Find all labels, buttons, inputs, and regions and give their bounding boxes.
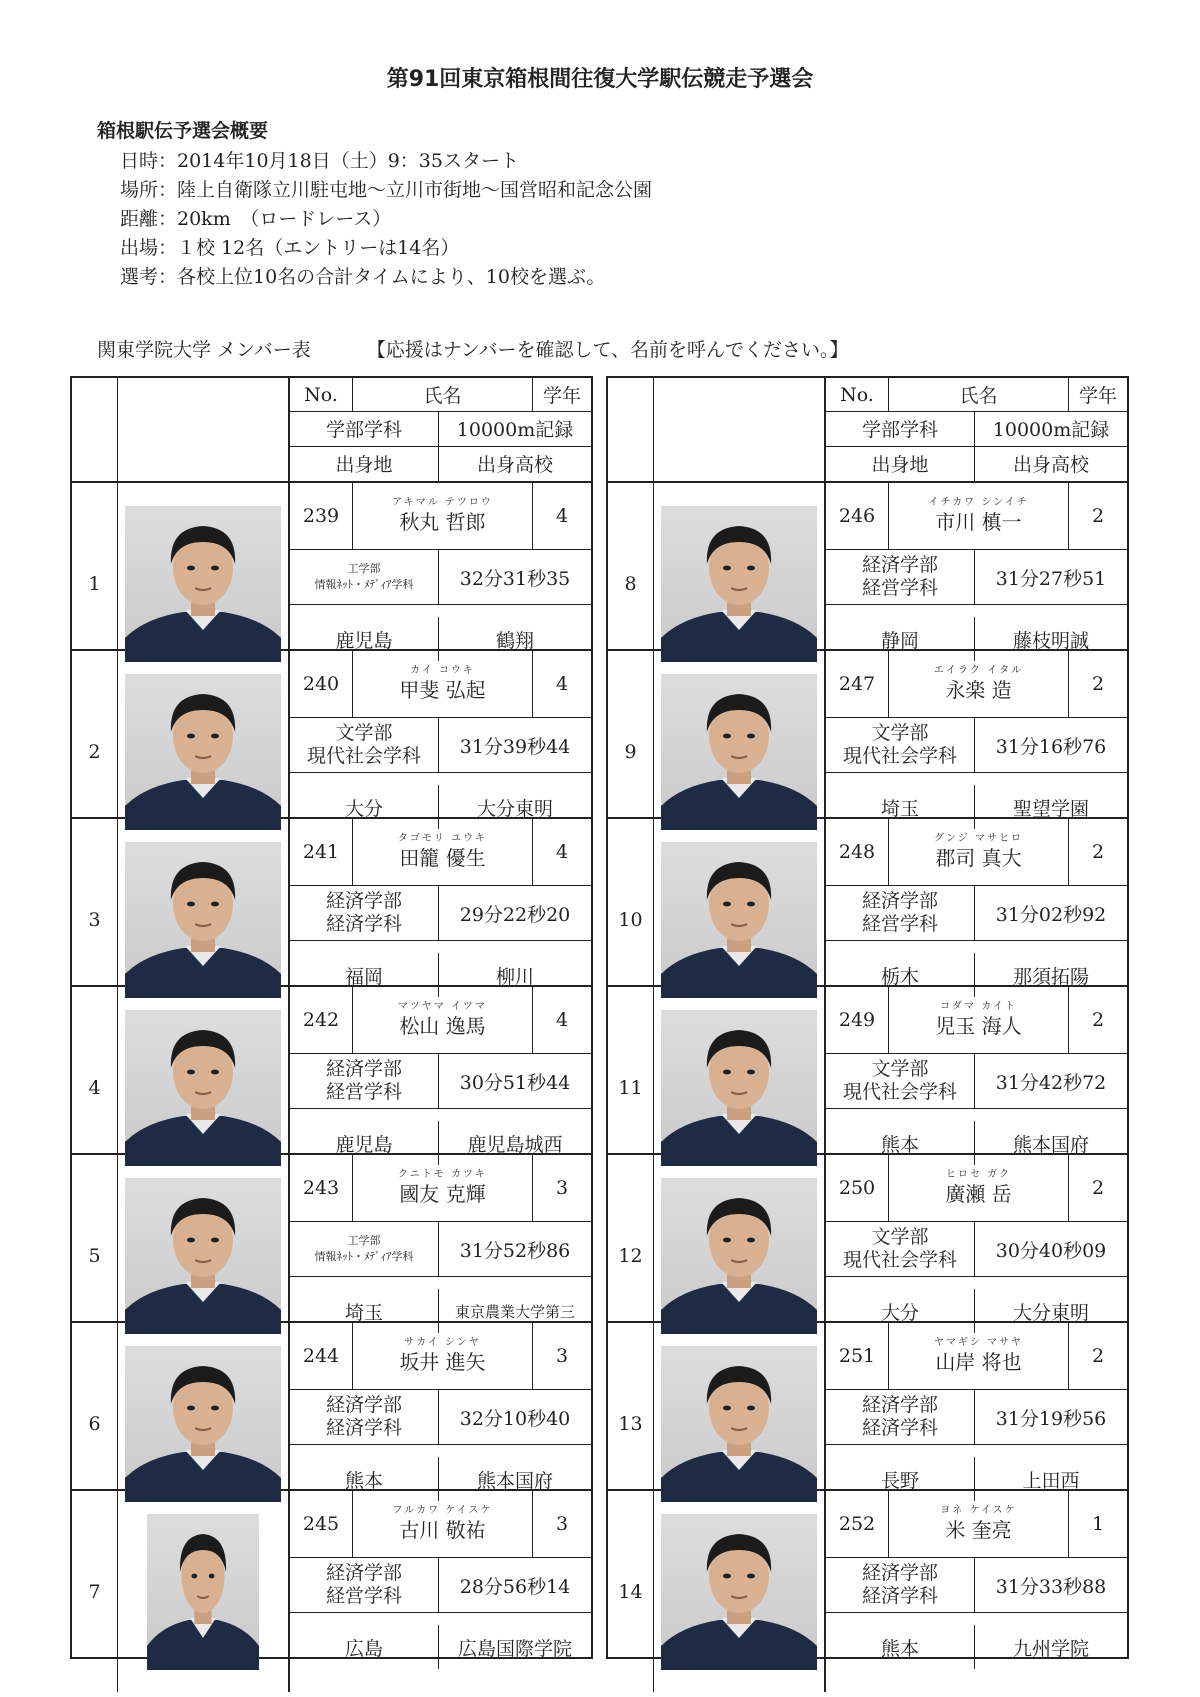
runner-highschool: 九州学院: [974, 1625, 1127, 1669]
portrait-icon: [125, 1178, 281, 1334]
runner-hometown: 熊本: [344, 1469, 383, 1492]
runner-row: [72, 1323, 591, 1491]
runner-dept: [826, 1390, 974, 1444]
member-note: 【応援はナンバーを確認して、名前を呼んでください。】: [366, 339, 849, 361]
table-header: [72, 378, 591, 483]
runner-grade: 3: [532, 1155, 591, 1221]
header-no: No.: [840, 383, 874, 406]
runner-dept: [826, 1222, 974, 1276]
table-header: [608, 378, 1127, 483]
runner-photo: [661, 1514, 817, 1670]
runner-index: 7: [72, 1491, 118, 1692]
runner-grade: 2: [1068, 483, 1127, 549]
runner-department: 現代社会学科: [306, 745, 421, 767]
runner-name-cell: [888, 1491, 1068, 1557]
header-dept: 学部学科: [325, 419, 402, 442]
runner-number: 241: [302, 841, 340, 863]
runner-photo-cell: [118, 1155, 290, 1356]
runner-faculty: 経済学部: [861, 554, 938, 576]
runner-record: 32分31秒35: [438, 550, 591, 604]
runner-record: 31分52秒86: [438, 1222, 591, 1276]
runner-index: 6: [72, 1323, 118, 1524]
runner-highschool: 大分東明: [974, 1289, 1127, 1333]
runner-photo-cell: [654, 651, 826, 852]
portrait-icon: [661, 1514, 817, 1670]
portrait-icon: [125, 674, 281, 830]
runner-dept: [826, 1054, 974, 1108]
header-name: 氏名: [352, 378, 532, 411]
header-grade: 学年: [1068, 378, 1127, 411]
runner-row: [608, 987, 1127, 1155]
runner-department: 情報ﾈｯﾄ・ﾒﾃﾞｨｱ学科: [314, 578, 414, 591]
runner-name-cell: [352, 483, 532, 549]
roster-table-left: [70, 376, 593, 1659]
runner-grade: 2: [1068, 1323, 1127, 1389]
runner-department: 経済学科: [325, 1417, 402, 1439]
runner-faculty: 経済学部: [325, 1562, 402, 1584]
runner-dept: [826, 1558, 974, 1612]
runner-kana: タゴモリ ユウキ: [397, 833, 488, 844]
runner-index: 11: [608, 987, 654, 1188]
runner-number: 249: [838, 1009, 876, 1031]
runner-index: 3: [72, 819, 118, 1020]
header-hometown: 出身地: [335, 454, 393, 477]
runner-row: [72, 1155, 591, 1323]
runner-record: 29分22秒20: [438, 886, 591, 940]
runner-index: 12: [608, 1155, 654, 1356]
runner-highschool: 広島国際学院: [438, 1625, 591, 1669]
runner-photo-cell: [118, 819, 290, 1020]
runner-row: [608, 1491, 1127, 1660]
runner-name-cell: [352, 651, 532, 717]
runner-name-cell: [352, 1323, 532, 1389]
runner-hometown: 熊本: [880, 1637, 919, 1660]
runner-record: 31分39秒44: [438, 718, 591, 772]
runner-highschool: 熊本国府: [438, 1457, 591, 1501]
runner-row: [72, 987, 591, 1155]
runner-number: 239: [302, 505, 340, 527]
runner-photo-cell: [654, 819, 826, 1020]
runner-row: [72, 651, 591, 819]
runner-name: 米 奎亮: [945, 1518, 1012, 1542]
runner-dept: [826, 886, 974, 940]
runner-number: 250: [838, 1177, 876, 1199]
runner-grade: 4: [532, 651, 591, 717]
runner-kana: サカイ シンヤ: [404, 1337, 481, 1348]
runner-grade: 4: [532, 987, 591, 1053]
runner-row: [608, 1155, 1127, 1323]
runner-photo: [661, 506, 817, 662]
header-index-cell: [608, 378, 654, 481]
runner-row: [608, 483, 1127, 651]
runner-photo-cell: [118, 651, 290, 852]
runner-grade: 2: [1068, 987, 1127, 1053]
runner-grade: 2: [1068, 1155, 1127, 1221]
runner-faculty: 文学部: [871, 1058, 929, 1080]
runner-number: 242: [302, 1009, 340, 1031]
header-grade: 学年: [532, 378, 591, 411]
header-hometown: 出身地: [871, 454, 929, 477]
runner-grade: 4: [532, 483, 591, 549]
runner-photo: [125, 1178, 281, 1334]
runner-grade: 2: [1068, 651, 1127, 717]
runner-department: 経営学科: [325, 1585, 402, 1607]
runner-dept: [290, 886, 438, 940]
runner-name: 國友 克輝: [399, 1182, 486, 1206]
page-title: 第91回東京箱根間往復大学駅伝競走予選会: [386, 67, 814, 92]
member-title: 関東学院大学 メンバー表: [97, 339, 311, 361]
runner-hometown: 静岡: [880, 629, 919, 652]
portrait-icon: [661, 506, 817, 662]
header-highschool: 出身高校: [974, 447, 1127, 481]
runner-kana: アキマル テツロウ: [392, 497, 493, 508]
runner-name: 松山 逸馬: [399, 1014, 486, 1038]
runner-record: 31分02秒92: [974, 886, 1127, 940]
overview-heading: 箱根駅伝予選会概要: [97, 120, 269, 142]
runner-dept: [290, 550, 438, 604]
runner-hometown: 鹿児島: [335, 629, 393, 652]
runner-number: 245: [302, 1513, 340, 1535]
runner-hometown: 大分: [880, 1301, 919, 1324]
runner-name-cell: [352, 1491, 532, 1557]
runner-name: 市川 槙一: [935, 510, 1022, 534]
runner-faculty: 経済学部: [325, 890, 402, 912]
runner-highschool: 大分東明: [438, 785, 591, 829]
runner-name: 古川 敬祐: [399, 1518, 486, 1542]
runner-department: 現代社会学科: [842, 1081, 957, 1103]
runner-hometown: 埼玉: [880, 797, 919, 820]
runner-hometown: 鹿児島: [335, 1133, 393, 1156]
runner-department: 経済学科: [325, 913, 402, 935]
runner-hometown: 福岡: [344, 965, 383, 988]
runner-record: 32分10秒40: [438, 1390, 591, 1444]
runner-photo-cell: [654, 987, 826, 1188]
header-name: 氏名: [888, 378, 1068, 411]
portrait-icon: [661, 1178, 817, 1334]
runner-number: 246: [838, 505, 876, 527]
runner-highschool: 那須拓陽: [974, 953, 1127, 997]
runner-photo-cell: [118, 1323, 290, 1524]
runner-department: 経済学科: [861, 1585, 938, 1607]
runner-name: 山岸 将也: [935, 1350, 1022, 1374]
header-index-cell: [72, 378, 118, 481]
runner-row: [608, 651, 1127, 819]
runner-name-cell: [888, 819, 1068, 885]
runner-name-cell: [888, 1155, 1068, 1221]
runner-kana: ヤマギシ マサヤ: [933, 1337, 1024, 1348]
runner-photo: [125, 1346, 281, 1502]
runner-photo-cell: [118, 1491, 290, 1692]
portrait-icon: [661, 1346, 817, 1502]
runner-hometown: 広島: [344, 1637, 383, 1660]
runner-name-cell: [888, 1323, 1068, 1389]
runner-faculty: 経済学部: [325, 1394, 402, 1416]
runner-row: [72, 483, 591, 651]
info-date: 日時：2014年10月18日（土）9：35スタート: [120, 150, 519, 172]
runner-photo-cell: [654, 483, 826, 684]
runner-number: 252: [838, 1513, 876, 1535]
runner-name: 郡司 真大: [935, 846, 1022, 870]
header-highschool: 出身高校: [438, 447, 591, 481]
runner-highschool: 上田西: [974, 1457, 1127, 1501]
runner-name-cell: [352, 987, 532, 1053]
runner-photo: [125, 674, 281, 830]
runner-dept: [826, 718, 974, 772]
runner-index: 10: [608, 819, 654, 1020]
portrait-icon: [125, 506, 281, 662]
runner-kana: クニトモ カツキ: [398, 1169, 487, 1180]
portrait-icon: [661, 1010, 817, 1166]
runner-index: 8: [608, 483, 654, 684]
roster-table-right: [606, 376, 1129, 1659]
runner-dept: [290, 718, 438, 772]
runner-index: 1: [72, 483, 118, 684]
runner-index: 14: [608, 1491, 654, 1692]
runner-department: 経営学科: [861, 577, 938, 599]
runner-dept: [290, 1222, 438, 1276]
runner-department: 経営学科: [861, 913, 938, 935]
runner-highschool: 柳川: [438, 953, 591, 997]
runner-number: 243: [302, 1177, 340, 1199]
runner-grade: 1: [1068, 1491, 1127, 1557]
runner-dept: [290, 1390, 438, 1444]
info-place: 場所：陸上自衛隊立川駐屯地〜立川市街地〜国営昭和記念公園: [120, 179, 653, 201]
runner-kana: コダマ カイト: [940, 1001, 1017, 1012]
runner-hometown: 大分: [344, 797, 383, 820]
portrait-icon: [147, 1514, 259, 1670]
runner-faculty: 文学部: [335, 722, 393, 744]
runner-kana: カイ コウキ: [410, 665, 475, 676]
runner-name-cell: [888, 651, 1068, 717]
header-photo-cell: [654, 378, 826, 481]
runner-highschool: 藤枝明誠: [974, 617, 1127, 661]
runner-kana: グンジ マサヒロ: [934, 833, 1023, 844]
runner-kana: フルカワ ケイスケ: [392, 1505, 493, 1516]
info-selection: 選考：各校上位10名の合計タイムにより、10校を選ぶ。: [120, 266, 606, 288]
runner-photo: [661, 842, 817, 998]
runner-photo: [661, 1010, 817, 1166]
runner-faculty: 文学部: [871, 722, 929, 744]
runner-faculty: 工学部: [347, 1234, 381, 1247]
runner-hometown: 栃木: [880, 965, 919, 988]
runner-record: 31分33秒88: [974, 1558, 1127, 1612]
runner-record: 31分42秒72: [974, 1054, 1127, 1108]
runner-number: 244: [302, 1345, 340, 1367]
runner-row: [608, 819, 1127, 987]
runner-highschool: 鹿児島城西: [438, 1121, 591, 1165]
runner-photo-cell: [654, 1491, 826, 1692]
runner-faculty: 文学部: [871, 1226, 929, 1248]
runner-number: 251: [838, 1345, 876, 1367]
portrait-icon: [661, 674, 817, 830]
runner-name-cell: [888, 483, 1068, 549]
runner-index: 5: [72, 1155, 118, 1356]
runner-index: 2: [72, 651, 118, 852]
runner-department: 経済学科: [861, 1417, 938, 1439]
runner-faculty: 工学部: [347, 562, 381, 575]
runner-faculty: 経済学部: [861, 1394, 938, 1416]
runner-kana: マツヤマ イツマ: [398, 1001, 487, 1012]
runner-highschool: 熊本国府: [974, 1121, 1127, 1165]
runner-photo: [661, 1346, 817, 1502]
member-heading: [97, 335, 849, 362]
runner-name: 田籠 優生: [399, 846, 486, 870]
runner-highschool: 東京農業大学第三: [438, 1289, 591, 1333]
runner-name-cell: [352, 1155, 532, 1221]
runner-faculty: 経済学部: [861, 890, 938, 912]
runner-department: 情報ﾈｯﾄ・ﾒﾃﾞｨｱ学科: [314, 1250, 414, 1263]
runner-record: 30分40秒09: [974, 1222, 1127, 1276]
runner-hometown: 長野: [880, 1469, 919, 1492]
runner-grade: 3: [532, 1323, 591, 1389]
runner-hometown: 熊本: [880, 1133, 919, 1156]
runner-name: 児玉 海人: [935, 1014, 1022, 1038]
runner-photo: [147, 1514, 259, 1670]
runner-number: 240: [302, 673, 340, 695]
runner-kana: エイラク イタル: [933, 665, 1024, 676]
runner-record: 30分51秒44: [438, 1054, 591, 1108]
info-distance: 距離：20km （ロードレース）: [120, 208, 392, 230]
runner-photo: [125, 1010, 281, 1166]
runner-faculty: 経済学部: [325, 1058, 402, 1080]
runner-number: 248: [838, 841, 876, 863]
runner-record: 31分27秒51: [974, 550, 1127, 604]
runner-photo-cell: [118, 483, 290, 684]
runner-name-cell: [888, 987, 1068, 1053]
runner-dept: [290, 1054, 438, 1108]
runner-record: 31分19秒56: [974, 1390, 1127, 1444]
runner-grade: 4: [532, 819, 591, 885]
runner-photo: [125, 842, 281, 998]
runner-highschool: 聖望学園: [974, 785, 1127, 829]
runner-dept: [290, 1558, 438, 1612]
runner-name: 廣瀬 岳: [945, 1182, 1012, 1206]
runner-name: 甲斐 弘起: [399, 678, 486, 702]
runner-department: 経営学科: [325, 1081, 402, 1103]
runner-row: [608, 1323, 1127, 1491]
runner-index: 13: [608, 1323, 654, 1524]
runner-photo-cell: [654, 1323, 826, 1524]
header-photo-cell: [118, 378, 290, 481]
info-entry: 出場：１校 12名（エントリーは14名）: [120, 237, 460, 259]
runner-name: 秋丸 哲郎: [399, 510, 486, 534]
runner-department: 現代社会学科: [842, 745, 957, 767]
runner-record: 31分16秒76: [974, 718, 1127, 772]
runner-dept: [826, 550, 974, 604]
runner-row: [72, 819, 591, 987]
runner-kana: ヨネ ケイスケ: [940, 1505, 1017, 1516]
portrait-icon: [125, 1346, 281, 1502]
runner-photo: [125, 506, 281, 662]
portrait-icon: [661, 842, 817, 998]
runner-grade: 2: [1068, 819, 1127, 885]
header-no: No.: [304, 383, 338, 406]
runner-photo-cell: [654, 1155, 826, 1356]
runner-number: 247: [838, 673, 876, 695]
runner-kana: ヒロセ ガク: [945, 1169, 1012, 1180]
runner-department: 現代社会学科: [842, 1249, 957, 1271]
runner-hometown: 埼玉: [344, 1301, 383, 1324]
header-record: 10000m記録: [974, 412, 1127, 445]
header-record: 10000m記録: [438, 412, 591, 445]
runner-name: 永楽 造: [945, 678, 1012, 702]
runner-photo: [661, 1178, 817, 1334]
runner-faculty: 経済学部: [861, 1562, 938, 1584]
runner-index: 9: [608, 651, 654, 852]
runner-kana: イチカワ シンイチ: [928, 497, 1029, 508]
runner-photo: [661, 674, 817, 830]
runner-index: 4: [72, 987, 118, 1188]
runner-record: 28分56秒14: [438, 1558, 591, 1612]
runner-row: [72, 1491, 591, 1660]
portrait-icon: [125, 842, 281, 998]
header-dept: 学部学科: [861, 419, 938, 442]
runner-highschool: 鶴翔: [438, 617, 591, 661]
portrait-icon: [125, 1010, 281, 1166]
runner-name-cell: [352, 819, 532, 885]
runner-grade: 3: [532, 1491, 591, 1557]
runner-photo-cell: [118, 987, 290, 1188]
runner-name: 坂井 進矢: [399, 1350, 486, 1374]
